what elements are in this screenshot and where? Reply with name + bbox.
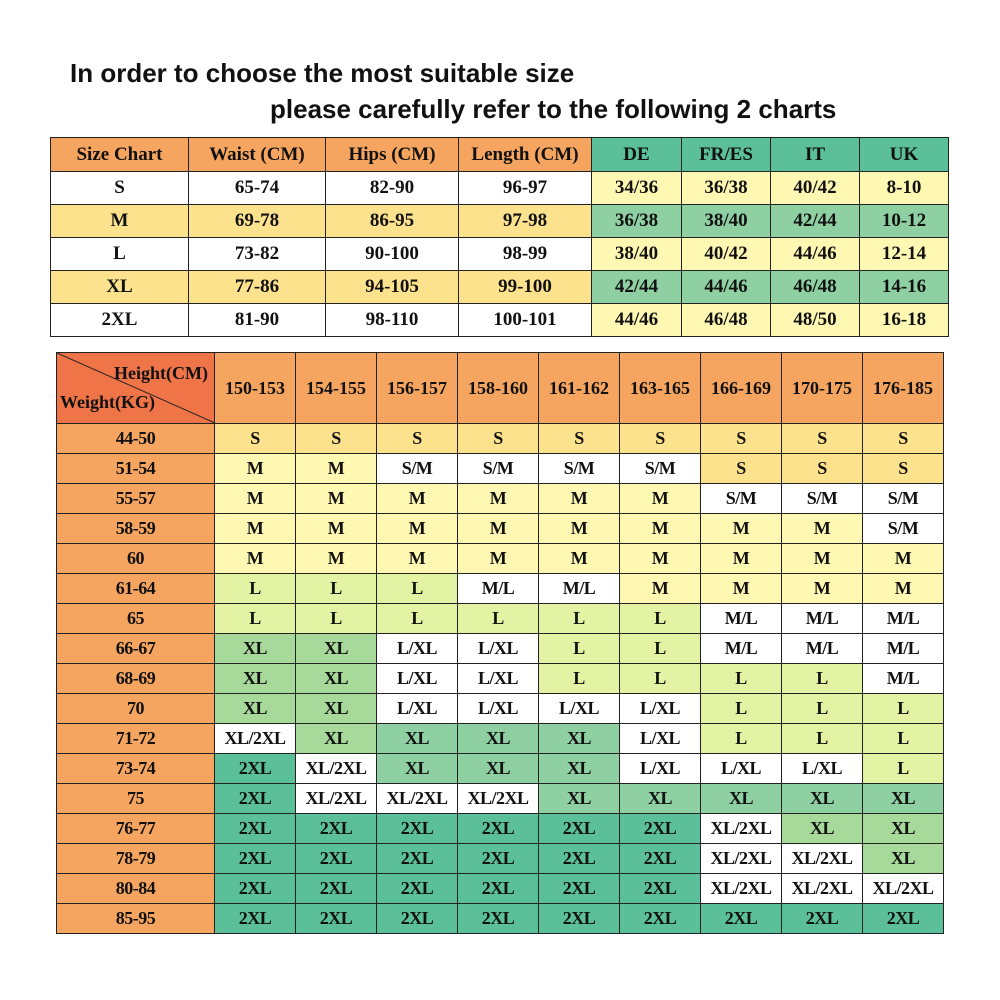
size-recommendation-cell: XL/2XL (215, 724, 296, 754)
size-recommendation-cell: XL/2XL (782, 874, 863, 904)
size-recommendation-cell: XL (458, 724, 539, 754)
size-recommendation-cell: L/XL (782, 754, 863, 784)
size-chart-cell: 42/44 (592, 271, 682, 304)
size-label-cell: L (51, 238, 189, 271)
size-recommendation-cell: 2XL (620, 814, 701, 844)
size-chart-cell: 65-74 (189, 172, 326, 205)
size-chart-cell: 46/48 (771, 271, 860, 304)
size-chart-cell: 38/40 (592, 238, 682, 271)
weight-label-cell: 61-64 (57, 574, 215, 604)
size-recommendation-cell: XL/2XL (701, 814, 782, 844)
size-chart-cell: 40/42 (771, 172, 860, 205)
weight-row (57, 904, 944, 934)
size-chart-row (51, 271, 949, 304)
size-recommendation-cell: 2XL (377, 904, 458, 934)
size-chart-cell: 44/46 (592, 304, 682, 337)
weight-row (57, 634, 944, 664)
size-recommendation-cell: S (782, 454, 863, 484)
weight-row (57, 874, 944, 904)
size-recommendation-cell: M (782, 544, 863, 574)
size-recommendation-cell: XL (215, 634, 296, 664)
weight-row (57, 424, 944, 454)
size-recommendation-cell: L/XL (539, 694, 620, 724)
size-chart-row (51, 304, 949, 337)
size-recommendation-cell: L/XL (458, 664, 539, 694)
size-recommendation-cell: 2XL (215, 904, 296, 934)
weight-label-cell: 80-84 (57, 874, 215, 904)
size-recommendation-cell: XL/2XL (377, 784, 458, 814)
size-recommendation-cell: 2XL (458, 844, 539, 874)
size-chart-header-cell: UK (860, 138, 949, 172)
size-recommendation-cell: L (539, 604, 620, 634)
size-recommendation-cell: S (539, 424, 620, 454)
size-chart-table (50, 137, 949, 337)
size-recommendation-cell: L (377, 604, 458, 634)
size-chart-row (51, 205, 949, 238)
size-recommendation-cell: S/M (701, 484, 782, 514)
size-recommendation-cell: XL (863, 814, 944, 844)
size-recommendation-cell: S/M (782, 484, 863, 514)
size-chart-cell: 97-98 (459, 205, 592, 238)
size-chart-header-cell: IT (771, 138, 860, 172)
size-recommendation-cell: M (377, 544, 458, 574)
size-chart-cell: 10-12 (860, 205, 949, 238)
size-recommendation-cell: L (701, 694, 782, 724)
weight-label-cell: 68-69 (57, 664, 215, 694)
size-recommendation-cell: M/L (701, 604, 782, 634)
size-recommendation-cell: M (782, 574, 863, 604)
size-chart-row (51, 172, 949, 205)
size-recommendation-cell: M (215, 514, 296, 544)
weight-row (57, 724, 944, 754)
size-recommendation-cell: M (701, 514, 782, 544)
size-chart-cell: 12-14 (860, 238, 949, 271)
size-recommendation-cell: 2XL (539, 814, 620, 844)
size-recommendation-cell: M (377, 484, 458, 514)
height-header-cell: 150-153 (215, 353, 296, 424)
size-chart-header-cell: Waist (CM) (189, 138, 326, 172)
size-recommendation-cell: S (701, 454, 782, 484)
height-header-cell: 170-175 (782, 353, 863, 424)
size-recommendation-cell: S (458, 424, 539, 454)
size-recommendation-cell: 2XL (215, 754, 296, 784)
size-label-cell: 2XL (51, 304, 189, 337)
size-recommendation-cell: M/L (458, 574, 539, 604)
size-label-cell: XL (51, 271, 189, 304)
size-recommendation-cell: L (620, 604, 701, 634)
weight-label-cell: 76-77 (57, 814, 215, 844)
size-recommendation-cell: S/M (458, 454, 539, 484)
size-recommendation-cell: M (458, 544, 539, 574)
size-recommendation-cell: 2XL (458, 814, 539, 844)
weight-row (57, 484, 944, 514)
size-recommendation-body (57, 424, 944, 934)
size-recommendation-cell: 2XL (377, 874, 458, 904)
weight-row (57, 844, 944, 874)
size-recommendation-cell: L (296, 574, 377, 604)
size-recommendation-cell: 2XL (377, 844, 458, 874)
size-chart-cell: 82-90 (326, 172, 459, 205)
size-recommendation-cell: M/L (539, 574, 620, 604)
size-recommendation-table (56, 352, 944, 934)
size-recommendation-cell: S (620, 424, 701, 454)
size-recommendation-cell: XL (620, 784, 701, 814)
size-chart-cell: 36/38 (592, 205, 682, 238)
size-recommendation-cell: 2XL (539, 844, 620, 874)
weight-label-cell: 51-54 (57, 454, 215, 484)
size-chart-cell: 36/38 (682, 172, 771, 205)
size-recommendation-cell: M/L (782, 604, 863, 634)
size-recommendation-cell: XL (296, 694, 377, 724)
size-recommendation-cell: M (782, 514, 863, 544)
size-recommendation-cell: L/XL (377, 664, 458, 694)
size-recommendation-cell: M (296, 544, 377, 574)
size-label-cell: S (51, 172, 189, 205)
size-recommendation-cell: L/XL (620, 694, 701, 724)
size-recommendation-cell: M (215, 544, 296, 574)
weight-row (57, 694, 944, 724)
size-chart-cell: 99-100 (459, 271, 592, 304)
size-recommendation-cell: M/L (701, 634, 782, 664)
weight-row (57, 664, 944, 694)
size-recommendation-cell: M/L (863, 634, 944, 664)
size-recommendation-cell: L (215, 574, 296, 604)
weight-row (57, 604, 944, 634)
size-recommendation-cell: M (620, 514, 701, 544)
size-recommendation-cell: M (458, 484, 539, 514)
weight-row (57, 454, 944, 484)
size-chart-cell: 69-78 (189, 205, 326, 238)
size-recommendation-cell: 2XL (215, 814, 296, 844)
weight-label-cell: 66-67 (57, 634, 215, 664)
size-chart-cell: 94-105 (326, 271, 459, 304)
weight-row (57, 754, 944, 784)
size-recommendation-cell: M (863, 544, 944, 574)
size-recommendation-cell: XL/2XL (701, 844, 782, 874)
size-chart-cell: 8-10 (860, 172, 949, 205)
size-recommendation-cell: XL (782, 814, 863, 844)
size-recommendation-cell: M (539, 514, 620, 544)
weight-label-cell: 65 (57, 604, 215, 634)
size-chart-header-cell: Length (CM) (459, 138, 592, 172)
size-chart-cell: 40/42 (682, 238, 771, 271)
size-recommendation-cell: L/XL (377, 634, 458, 664)
size-recommendation-cell: 2XL (296, 874, 377, 904)
size-recommendation-cell: S/M (377, 454, 458, 484)
weight-row (57, 544, 944, 574)
size-recommendation-cell: S/M (863, 484, 944, 514)
size-chart-cell: 90-100 (326, 238, 459, 271)
size-recommendation-cell: 2XL (539, 874, 620, 904)
size-recommendation-cell: 2XL (215, 874, 296, 904)
height-header-cell: 158-160 (458, 353, 539, 424)
size-recommendation-cell: M (701, 574, 782, 604)
size-recommendation-cell: XL/2XL (863, 874, 944, 904)
size-recommendation-cell: XL (539, 754, 620, 784)
size-recommendation-cell: XL/2XL (782, 844, 863, 874)
size-chart-cell: 100-101 (459, 304, 592, 337)
size-recommendation-cell: L (215, 604, 296, 634)
size-recommendation-cell: M/L (863, 604, 944, 634)
size-recommendation-cell: XL (215, 664, 296, 694)
size-recommendation-cell: M (620, 544, 701, 574)
size-recommendation-cell: XL (377, 754, 458, 784)
size-recommendation-cell: L (458, 604, 539, 634)
weight-label-cell: 44-50 (57, 424, 215, 454)
size-recommendation-cell: M/L (782, 634, 863, 664)
size-recommendation-cell: S (377, 424, 458, 454)
size-recommendation-cell: 2XL (296, 844, 377, 874)
size-recommendation-cell: S (215, 424, 296, 454)
size-chart-header-cell: Hips (CM) (326, 138, 459, 172)
heading-line-2: please carefully refer to the following 2 charts (270, 94, 837, 124)
size-recommendation-cell: XL (782, 784, 863, 814)
size-chart-cell: 73-82 (189, 238, 326, 271)
size-recommendation-cell: M (215, 484, 296, 514)
size-recommendation-cell: 2XL (458, 874, 539, 904)
weight-label-cell: 78-79 (57, 844, 215, 874)
weight-row (57, 574, 944, 604)
size-chart-cell: 98-110 (326, 304, 459, 337)
weight-label-cell: 58-59 (57, 514, 215, 544)
size-chart-cell: 81-90 (189, 304, 326, 337)
size-recommendation-cell: L (377, 574, 458, 604)
size-recommendation-cell: 2XL (701, 904, 782, 934)
weight-label-cell: 75 (57, 784, 215, 814)
size-recommendation-cell: 2XL (863, 904, 944, 934)
size-recommendation-cell: XL (701, 784, 782, 814)
size-recommendation-cell: 2XL (620, 904, 701, 934)
size-recommendation-cell: L (863, 754, 944, 784)
size-chart-header-row (51, 138, 949, 172)
size-chart-header-cell: FR/ES (682, 138, 771, 172)
size-recommendation-cell: 2XL (620, 874, 701, 904)
size-recommendation-cell: S/M (620, 454, 701, 484)
weight-label-cell: 60 (57, 544, 215, 574)
size-recommendation-cell: S (782, 424, 863, 454)
size-recommendation-cell: 2XL (215, 844, 296, 874)
size-recommendation-cell: 2XL (296, 904, 377, 934)
size-recommendation-cell: L (620, 634, 701, 664)
size-recommendation-cell: M (701, 544, 782, 574)
size-chart-header-cell: Size Chart (51, 138, 189, 172)
corner-header (57, 353, 215, 424)
size-recommendation-cell: L/XL (458, 634, 539, 664)
weight-row (57, 514, 944, 544)
size-recommendation-cell: S (863, 454, 944, 484)
size-recommendation-cell: S/M (863, 514, 944, 544)
size-recommendation-cell: L (782, 694, 863, 724)
size-recommendation-cell: S (863, 424, 944, 454)
size-recommendation-cell: 2XL (620, 844, 701, 874)
height-header-cell: 154-155 (296, 353, 377, 424)
size-recommendation-cell: L/XL (377, 694, 458, 724)
height-header-cell: 156-157 (377, 353, 458, 424)
size-recommendation-cell: XL (539, 724, 620, 754)
size-recommendation-cell: 2XL (215, 784, 296, 814)
size-recommendation-cell: L (863, 724, 944, 754)
weight-label-cell: 85-95 (57, 904, 215, 934)
size-chart-cell: 44/46 (682, 271, 771, 304)
size-recommendation-cell: XL (296, 634, 377, 664)
size-chart-header-cell: DE (592, 138, 682, 172)
size-recommendation-cell: XL/2XL (458, 784, 539, 814)
weight-label-cell: 70 (57, 694, 215, 724)
size-chart-cell: 46/48 (682, 304, 771, 337)
size-recommendation-cell: M (539, 544, 620, 574)
size-recommendation-cell: L/XL (701, 754, 782, 784)
size-recommendation-cell: L (539, 664, 620, 694)
size-recommendation-cell: S/M (539, 454, 620, 484)
size-recommendation-cell: M (620, 484, 701, 514)
height-axis-label: Height(CM) (114, 363, 208, 383)
weight-axis-label: Weight(KG) (60, 392, 155, 412)
size-chart-cell: 96-97 (459, 172, 592, 205)
size-recommendation-cell: XL/2XL (701, 874, 782, 904)
size-chart-cell: 44/46 (771, 238, 860, 271)
size-recommendation-cell: L (296, 604, 377, 634)
size-recommendation-cell: L (782, 724, 863, 754)
size-chart-cell: 48/50 (771, 304, 860, 337)
height-header-cell: 166-169 (701, 353, 782, 424)
weight-row (57, 814, 944, 844)
size-recommendation-cell: XL (377, 724, 458, 754)
size-chart-cell: 98-99 (459, 238, 592, 271)
size-recommendation-cell: L (701, 664, 782, 694)
size-chart-cell: 14-16 (860, 271, 949, 304)
size-recommendation-cell: XL (539, 784, 620, 814)
size-recommendation-cell: M (458, 514, 539, 544)
size-label-cell: M (51, 205, 189, 238)
size-recommendation-cell: L (620, 664, 701, 694)
size-recommendation-cell: XL/2XL (296, 784, 377, 814)
size-recommendation-cell: M (377, 514, 458, 544)
size-recommendation-cell: L/XL (620, 754, 701, 784)
weight-label-cell: 73-74 (57, 754, 215, 784)
heading-line-1: In order to choose the most suitable size (70, 58, 575, 88)
size-recommendation-cell: XL (863, 784, 944, 814)
size-recommendation-cell: 2XL (377, 814, 458, 844)
size-recommendation-cell: M (215, 454, 296, 484)
size-recommendation-cell: L/XL (458, 694, 539, 724)
size-recommendation-cell: M (296, 484, 377, 514)
size-chart-cell: 86-95 (326, 205, 459, 238)
size-recommendation-cell: M (620, 574, 701, 604)
size-recommendation-cell: L (539, 634, 620, 664)
size-recommendation-cell: XL (296, 724, 377, 754)
height-header-row (57, 353, 944, 424)
size-recommendation-cell: L/XL (620, 724, 701, 754)
size-recommendation-cell: M/L (863, 664, 944, 694)
weight-row (57, 784, 944, 814)
size-recommendation-cell: M (296, 514, 377, 544)
height-header-cell: 161-162 (539, 353, 620, 424)
size-recommendation-cell: XL (296, 664, 377, 694)
size-chart-cell: 16-18 (860, 304, 949, 337)
weight-label-cell: 71-72 (57, 724, 215, 754)
size-recommendation-cell: L (863, 694, 944, 724)
size-recommendation-cell: L (701, 724, 782, 754)
size-recommendation-cell: M (296, 454, 377, 484)
size-chart-cell: 42/44 (771, 205, 860, 238)
height-header-cell: 163-165 (620, 353, 701, 424)
size-chart-row (51, 238, 949, 271)
height-header-cell: 176-185 (863, 353, 944, 424)
weight-label-cell: 55-57 (57, 484, 215, 514)
size-recommendation-cell: 2XL (782, 904, 863, 934)
size-recommendation-cell: XL (215, 694, 296, 724)
size-recommendation-cell: 2XL (539, 904, 620, 934)
size-recommendation-cell: S (701, 424, 782, 454)
size-recommendation-cell: L (782, 664, 863, 694)
size-recommendation-cell: M (539, 484, 620, 514)
size-recommendation-cell: 2XL (296, 814, 377, 844)
size-chart-cell: 38/40 (682, 205, 771, 238)
size-chart-cell: 34/36 (592, 172, 682, 205)
size-recommendation-cell: XL/2XL (296, 754, 377, 784)
size-chart-cell: 77-86 (189, 271, 326, 304)
size-recommendation-cell: S (296, 424, 377, 454)
size-chart-body (51, 172, 949, 337)
size-recommendation-cell: 2XL (458, 904, 539, 934)
size-recommendation-cell: XL (458, 754, 539, 784)
size-recommendation-cell: XL (863, 844, 944, 874)
size-recommendation-cell: M (863, 574, 944, 604)
